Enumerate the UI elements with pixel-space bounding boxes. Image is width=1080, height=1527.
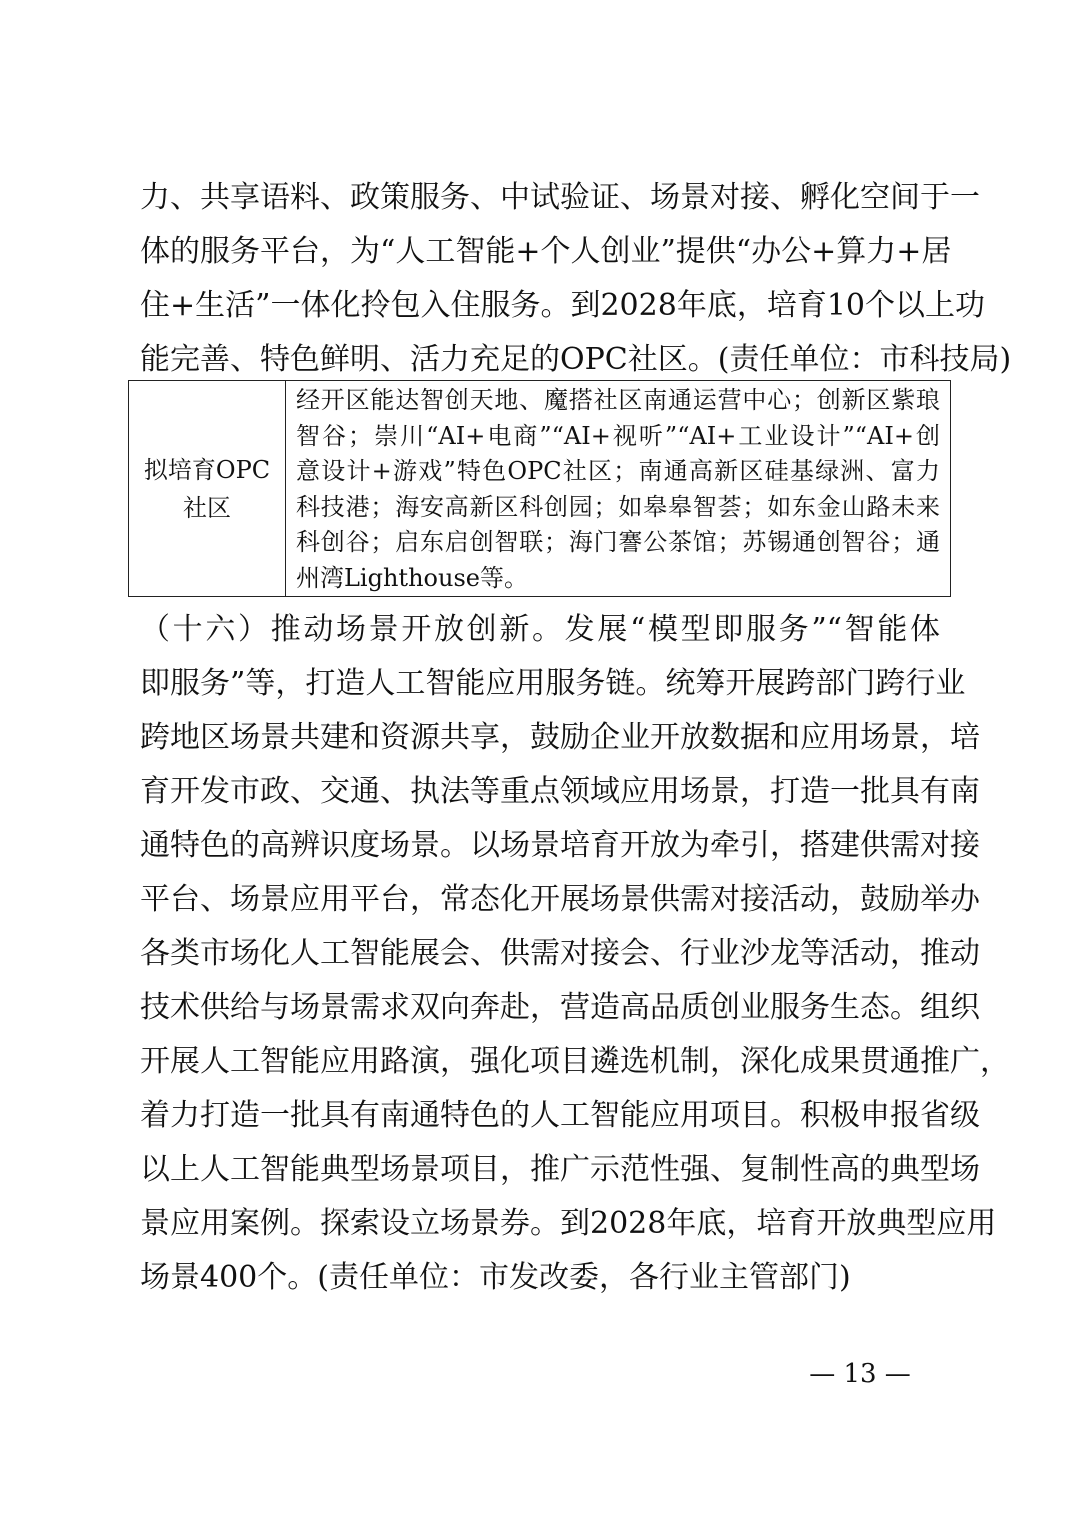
text-line: 跨地区场景共建和资源共享，鼓励企业开放数据和应用场景，培 — [140, 720, 980, 755]
text-line: 能完善、特色鲜明、活力充足的OPC社区。(责任单位：市科技局) — [140, 342, 1012, 377]
text-line: 技术供给与场景需求双向奔赴，营造高品质创业服务生态。组织 — [140, 990, 980, 1025]
table-content-line: 经开区能达智创天地、魔搭社区南通运营中心；创新区紫琅 — [296, 386, 940, 414]
table-content-line: 州湾Lighthouse等。 — [296, 563, 528, 592]
table-row — [129, 381, 951, 597]
table-content-line: 科创谷；启东启创智联；海门謇公茶馆；苏锡通创智谷；通 — [296, 528, 940, 556]
text-line: 体的服务平台，为“人工智能+个人创业”提供“办公+算力+居 — [140, 234, 952, 269]
opc-community-table — [128, 380, 951, 597]
table-content-line: 意设计+游戏”特色OPC社区；南通高新区硅基绿洲、富力 — [296, 457, 940, 485]
body-paragraph-ai-opc-platform — [140, 171, 1012, 387]
table-content-line: 科技港；海安高新区科创园；如皋皋智荟；如东金山路未来 — [296, 492, 940, 521]
text-line: 育开发市政、交通、执法等重点领域应用场景，打造一批具有南 — [140, 774, 980, 809]
text-line: 住+生活”一体化拎包入住服务。到2028年底，培育10个以上功 — [140, 288, 985, 323]
text-line: 着力打造一批具有南通特色的人工智能应用项目。积极申报省级 — [140, 1098, 980, 1133]
text-line: 力、共享语料、政策服务、中试验证、场景对接、孵化空间于一 — [140, 180, 980, 215]
table-label-line: 拟培育OPC — [143, 455, 271, 484]
text-line: 以上人工智能典型场景项目，推广示范性强、复制性高的典型场 — [140, 1152, 980, 1187]
text-line: 通特色的高辨识度场景。以场景培育开放为牵引，搭建供需对接 — [140, 828, 980, 863]
body-paragraph-scenario-innovation — [140, 603, 1010, 1305]
table-content-cell — [286, 381, 951, 597]
text-line: 场景400个。(责任单位：市发改委，各行业主管部门) — [140, 1260, 851, 1295]
table-label-line: 社区 — [183, 493, 231, 522]
table-label-cell — [129, 381, 286, 597]
text-line: 即服务”等，打造人工智能应用服务链。统筹开展跨部门跨行业 — [140, 666, 966, 701]
text-line: 开展人工智能应用路演，强化项目遴选机制，深化成果贯通推广， — [140, 1044, 1010, 1079]
text-line: 各类市场化人工智能展会、供需对接会、行业沙龙等活动，推动 — [140, 936, 980, 971]
page-number: — 13 — — [809, 1359, 911, 1389]
text-line: 景应用案例。探索设立场景券。到2028年底，培育开放典型应用 — [140, 1206, 997, 1241]
text-line: 平台、场景应用平台，常态化开展场景供需对接活动，鼓励举办 — [140, 882, 980, 917]
text-line: （十六）推动场景开放创新。发展“模型即服务”“智能体 — [140, 612, 940, 647]
table-content-line: 智谷；崇川“AI+电商”“AI+视听”“AI+工业设计”“AI+创 — [296, 421, 940, 450]
